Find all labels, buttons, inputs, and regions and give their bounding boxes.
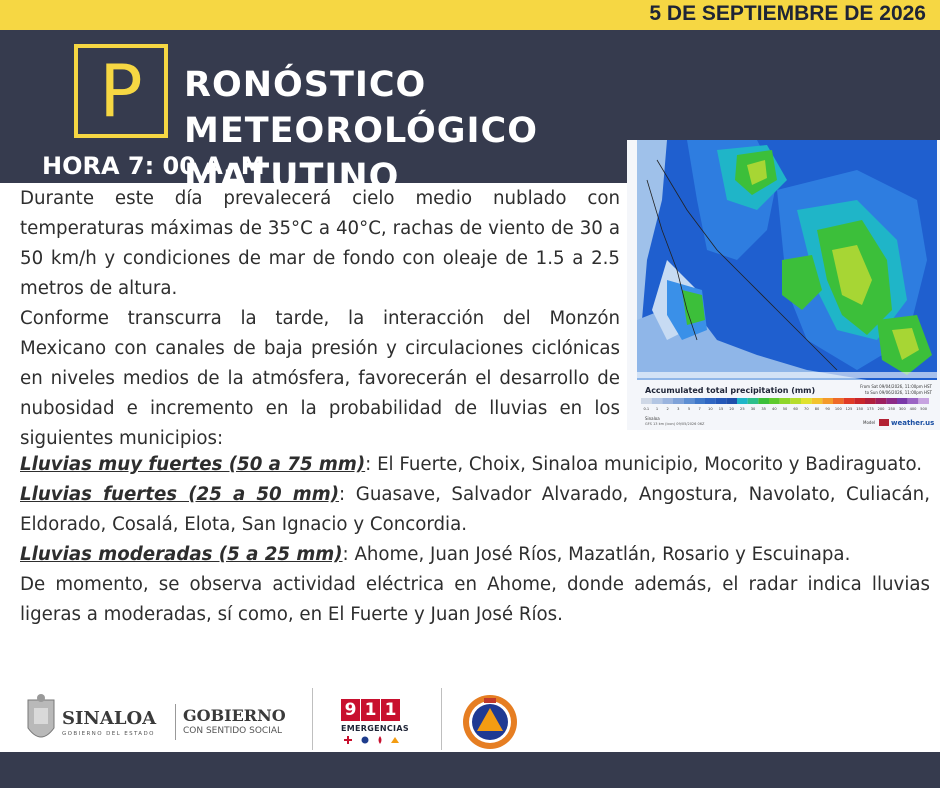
scale-label: 300 xyxy=(898,407,906,411)
medical-cross-icon xyxy=(344,736,352,744)
emergencias-911-logo xyxy=(341,699,403,721)
paragraph-electrical-activity: De momento, se observa actividad eléctrica en Ahome, donde además, el radar indica lluvias ligeras a moderadas, sí como, en El Fuerte y Juan José Ríos. xyxy=(20,574,930,625)
scale-swatch xyxy=(726,398,737,404)
footer-divider xyxy=(312,688,313,750)
scale-swatch xyxy=(780,398,791,404)
footer-divider xyxy=(441,688,442,750)
bottom-bar xyxy=(0,752,940,788)
e911-digit: 1 xyxy=(361,699,380,721)
scale-label: 125 xyxy=(845,407,853,411)
scale-label: 3 xyxy=(677,407,680,411)
map-valid-to: to Sun 09/06/2026, 11:00pm HST xyxy=(865,390,932,395)
scale-label: 60 xyxy=(793,407,798,411)
scale-label: 50 xyxy=(782,407,788,411)
scale-label: 200 xyxy=(877,407,885,411)
warning-icon xyxy=(391,737,399,743)
scale-swatch xyxy=(694,398,705,404)
sinaloa-coat-of-arms-icon xyxy=(24,694,58,748)
scale-swatch xyxy=(716,398,727,404)
category-municipalities: : Ahome, Juan José Ríos, Mazatlán, Rosario y Escuinapa. xyxy=(342,544,851,565)
sinaloa-logo-text: SINALOA xyxy=(62,708,157,729)
category-label: Lluvias fuertes (25 a 50 mm) xyxy=(20,484,340,505)
fire-icon xyxy=(379,736,382,744)
scale-swatch xyxy=(854,398,865,404)
scale-swatch xyxy=(876,398,887,404)
scale-label: 20 xyxy=(729,407,734,411)
category-label: Lluvias moderadas (5 a 25 mm) xyxy=(20,544,343,565)
scale-label: 35 xyxy=(761,407,766,411)
scale-label: 5 xyxy=(687,407,691,411)
logo-divider xyxy=(175,704,176,740)
scale-swatch xyxy=(833,398,844,404)
scale-label: 30 xyxy=(750,407,756,411)
scale-label: 250 xyxy=(888,407,896,411)
map-legend-title: Accumulated total precipitation (mm) xyxy=(645,386,816,395)
proteccion-civil-logo-icon xyxy=(462,694,518,750)
title-line-2: MATUTINO xyxy=(184,157,400,197)
scale-label: 25 xyxy=(740,407,745,411)
scale-swatch xyxy=(769,398,780,404)
category-label: Lluvias muy fuertes (50 a 75 mm) xyxy=(20,454,366,475)
paragraph-conditions: Durante este día prevalecerá cielo medio nublado con temperaturas máximas de 35°C a 40°C, rachas de viento de 30 a 50 km/h y condiciones de mar de fondo con oleaje de 1.5 a 2.5 metros de altura. xyxy=(20,188,620,299)
map-brand: weather.us xyxy=(891,419,935,427)
scale-label: 10 xyxy=(708,407,713,411)
map-valid-from: From Sat 09/04/2026, 11:00pm HST xyxy=(860,384,932,389)
rain-category-very-strong xyxy=(20,450,930,480)
gobierno-logo-text: GOBIERNO xyxy=(183,706,286,725)
scale-swatch xyxy=(641,398,652,404)
scale-swatch xyxy=(844,398,855,404)
scale-swatch xyxy=(812,398,823,404)
title-line-1: RONÓSTICO METEOROLÓGICO xyxy=(184,65,538,151)
scale-label: 175 xyxy=(866,407,874,411)
scale-swatch xyxy=(822,398,833,404)
sinaloa-logo-subtitle: GOBIERNO DEL ESTADO xyxy=(62,731,155,737)
bulletin-time: HORA 7: 00 A. M xyxy=(42,152,265,180)
precipitation-map xyxy=(627,140,940,430)
scale-label: 0.1 xyxy=(643,407,650,411)
scale-label: 150 xyxy=(856,407,864,411)
scale-label: 100 xyxy=(834,407,842,411)
scale-label: 2 xyxy=(666,407,669,411)
map-region-label: Sinaloa xyxy=(645,416,660,421)
scale-swatch xyxy=(662,398,673,404)
us-flag-icon xyxy=(879,419,889,426)
scale-swatch xyxy=(705,398,716,404)
emergencias-label: EMERGENCIAS xyxy=(341,724,409,733)
rain-category-moderate xyxy=(20,540,930,570)
scale-swatch xyxy=(673,398,684,404)
scale-swatch xyxy=(684,398,695,404)
scale-label: 400 xyxy=(909,407,917,411)
scale-swatch xyxy=(737,398,748,404)
scale-label: 90 xyxy=(825,407,830,411)
title-initial-box: P xyxy=(74,44,168,138)
scale-swatch xyxy=(918,398,929,404)
scale-swatch xyxy=(652,398,663,404)
scale-swatch xyxy=(748,398,759,404)
category-municipalities: : El Fuerte, Choix, Sinaloa municipio, Mocorito y Badiraguato. xyxy=(365,454,923,475)
scale-label: 15 xyxy=(718,407,724,411)
scale-swatch xyxy=(865,398,876,404)
gobierno-logo-subtitle: CON SENTIDO SOCIAL xyxy=(183,726,283,736)
e911-digit: 9 xyxy=(341,699,360,721)
scale-label: 500 xyxy=(920,407,928,411)
scale-label: 7 xyxy=(698,407,701,411)
scale-swatch xyxy=(897,398,908,404)
bulletin-date: 5 DE SEPTIEMBRE DE 2026 xyxy=(649,2,926,25)
category-municipalities: : Guasave, Salvador Alvarado, Angostura, Navolato, Culiacán, Eldorado, Cosalá, Elota, San Ignacio y Concordia. xyxy=(20,484,930,535)
scale-label: 1 xyxy=(655,407,659,411)
rain-categories xyxy=(20,450,930,630)
e911-digit: 1 xyxy=(381,699,400,721)
intro-text xyxy=(20,184,620,454)
scale-swatch xyxy=(908,398,919,404)
scale-swatch xyxy=(801,398,812,404)
scale-label: 80 xyxy=(814,407,820,411)
map-model-info: GFS 13 km (icon) 09/05/2026 06Z xyxy=(645,422,705,426)
scale-label: 40 xyxy=(772,407,777,411)
paragraph-rain-outlook: Conforme transcurra la tarde, la interacción del Monzón Mexicano con canales de baja presión y circulaciones ciclónicas en niveles medios de la atmósfera, favorecerán el desarrollo de nubosidad e incremento en la probabilidad de lluvias en los siguientes municipios: xyxy=(20,308,620,449)
rain-category-strong xyxy=(20,480,930,540)
scale-swatch xyxy=(790,398,801,404)
emergency-services-icons xyxy=(343,735,403,745)
police-badge-icon xyxy=(362,737,369,744)
map-brand-prefix: Model xyxy=(863,420,876,425)
scale-label: 70 xyxy=(804,407,809,411)
scale-swatch xyxy=(758,398,769,404)
scale-swatch xyxy=(886,398,897,404)
top-date-bar xyxy=(0,0,940,30)
